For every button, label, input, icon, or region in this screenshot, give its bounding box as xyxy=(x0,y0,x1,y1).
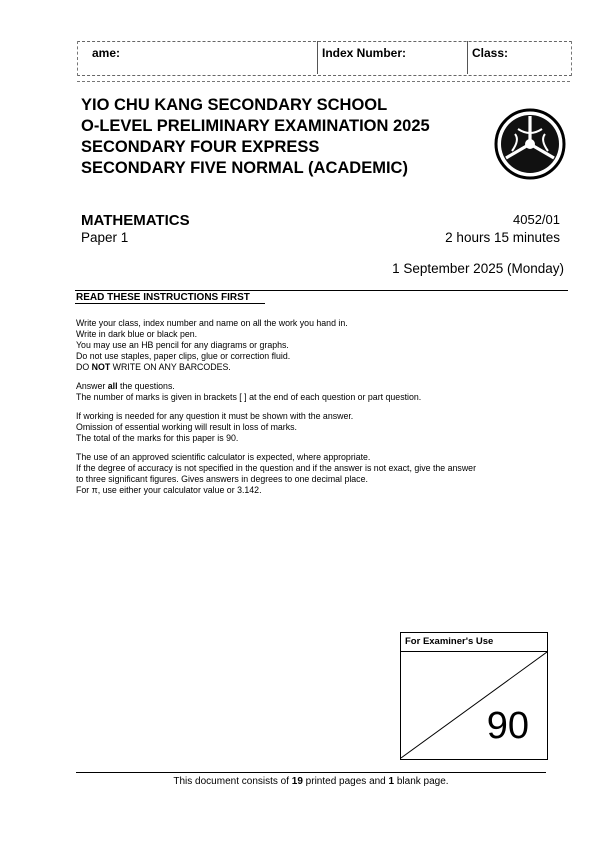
instructions-heading: READ THESE INSTRUCTIONS FIRST xyxy=(76,292,250,303)
instruction-emphasis: NOT xyxy=(91,362,111,372)
instruction-line: Write your class, index number and name on all the work you hand in. xyxy=(76,318,348,328)
footer-text: blank page. xyxy=(394,776,449,787)
field-divider xyxy=(317,41,318,74)
stream-line-2: SECONDARY FIVE NORMAL (ACADEMIC) xyxy=(81,159,408,177)
instruction-line: Write in dark blue or black pen. xyxy=(76,329,198,339)
class-label: Class: xyxy=(472,46,509,60)
instruction-text: DO xyxy=(76,362,92,372)
footer-divider xyxy=(76,772,546,773)
instruction-line: If working is needed for any question it must be shown with the answer. xyxy=(76,411,354,421)
examiner-use-box xyxy=(400,632,548,760)
instruction-group xyxy=(76,411,576,444)
instruction-text: Answer xyxy=(76,381,108,391)
exam-duration: 2 hours 15 minutes xyxy=(445,230,560,245)
page-count-footer xyxy=(76,776,546,787)
exam-date: 1 September 2025 (Monday) xyxy=(392,261,564,276)
subject-name: MATHEMATICS xyxy=(81,212,190,229)
footer-text: printed pages and xyxy=(302,776,389,787)
printed-page-count: 19 xyxy=(291,776,303,787)
blank-page-count: 1 xyxy=(388,776,395,787)
exam-title: O-LEVEL PRELIMINARY EXAMINATION 2025 xyxy=(81,117,430,135)
paper-number: Paper 1 xyxy=(81,230,129,245)
instruction-line: The total of the marks for this paper is 90. xyxy=(76,433,239,443)
instruction-line: If the degree of accuracy is not specified in the question and if the answer is not exact, give the answer xyxy=(76,463,477,473)
instruction-group xyxy=(76,452,576,496)
index-number-label: Index Number: xyxy=(322,46,407,60)
instruction-line: Do not use staples, paper clips, glue or correction fluid. xyxy=(76,351,291,361)
instruction-text: the questions. xyxy=(117,381,175,391)
school-title xyxy=(81,95,430,179)
instruction-line: The use of an approved scientific calculator is expected, where appropriate. xyxy=(76,452,371,462)
instruction-group xyxy=(76,381,576,403)
instruction-line: The number of marks is given in brackets [ ] at the end of each question or part question. xyxy=(76,392,422,402)
instruction-line xyxy=(76,362,576,373)
header-dashed-line xyxy=(77,81,570,82)
examiner-use-label: For Examiner's Use xyxy=(405,636,494,647)
school-crest-icon xyxy=(493,107,567,181)
footer-text: This document consists of xyxy=(173,776,292,787)
instruction-emphasis: all xyxy=(107,381,118,391)
instruction-line: Omission of essential working will result in loss of marks. xyxy=(76,422,297,432)
instruction-text: WRITE ON ANY BARCODES. xyxy=(110,362,231,372)
instructions-body xyxy=(76,318,576,504)
heading-underline xyxy=(75,303,265,304)
total-marks: 90 xyxy=(486,705,529,747)
stream-line-1: SECONDARY FOUR EXPRESS xyxy=(81,138,320,156)
instruction-line: You may use an HB pencil for any diagrams or graphs. xyxy=(76,340,289,350)
syllabus-code: 4052/01 xyxy=(513,212,560,227)
field-divider xyxy=(467,41,468,74)
divider xyxy=(75,290,568,291)
instruction-line: to three significant figures. Gives answers in degrees to one decimal place. xyxy=(76,474,368,484)
instruction-line xyxy=(76,381,576,392)
instruction-line: For π, use either your calculator value or 3.142. xyxy=(76,485,262,495)
school-name: YIO CHU KANG SECONDARY SCHOOL xyxy=(81,96,388,114)
instruction-group xyxy=(76,318,576,373)
name-label: ame: xyxy=(92,46,121,60)
